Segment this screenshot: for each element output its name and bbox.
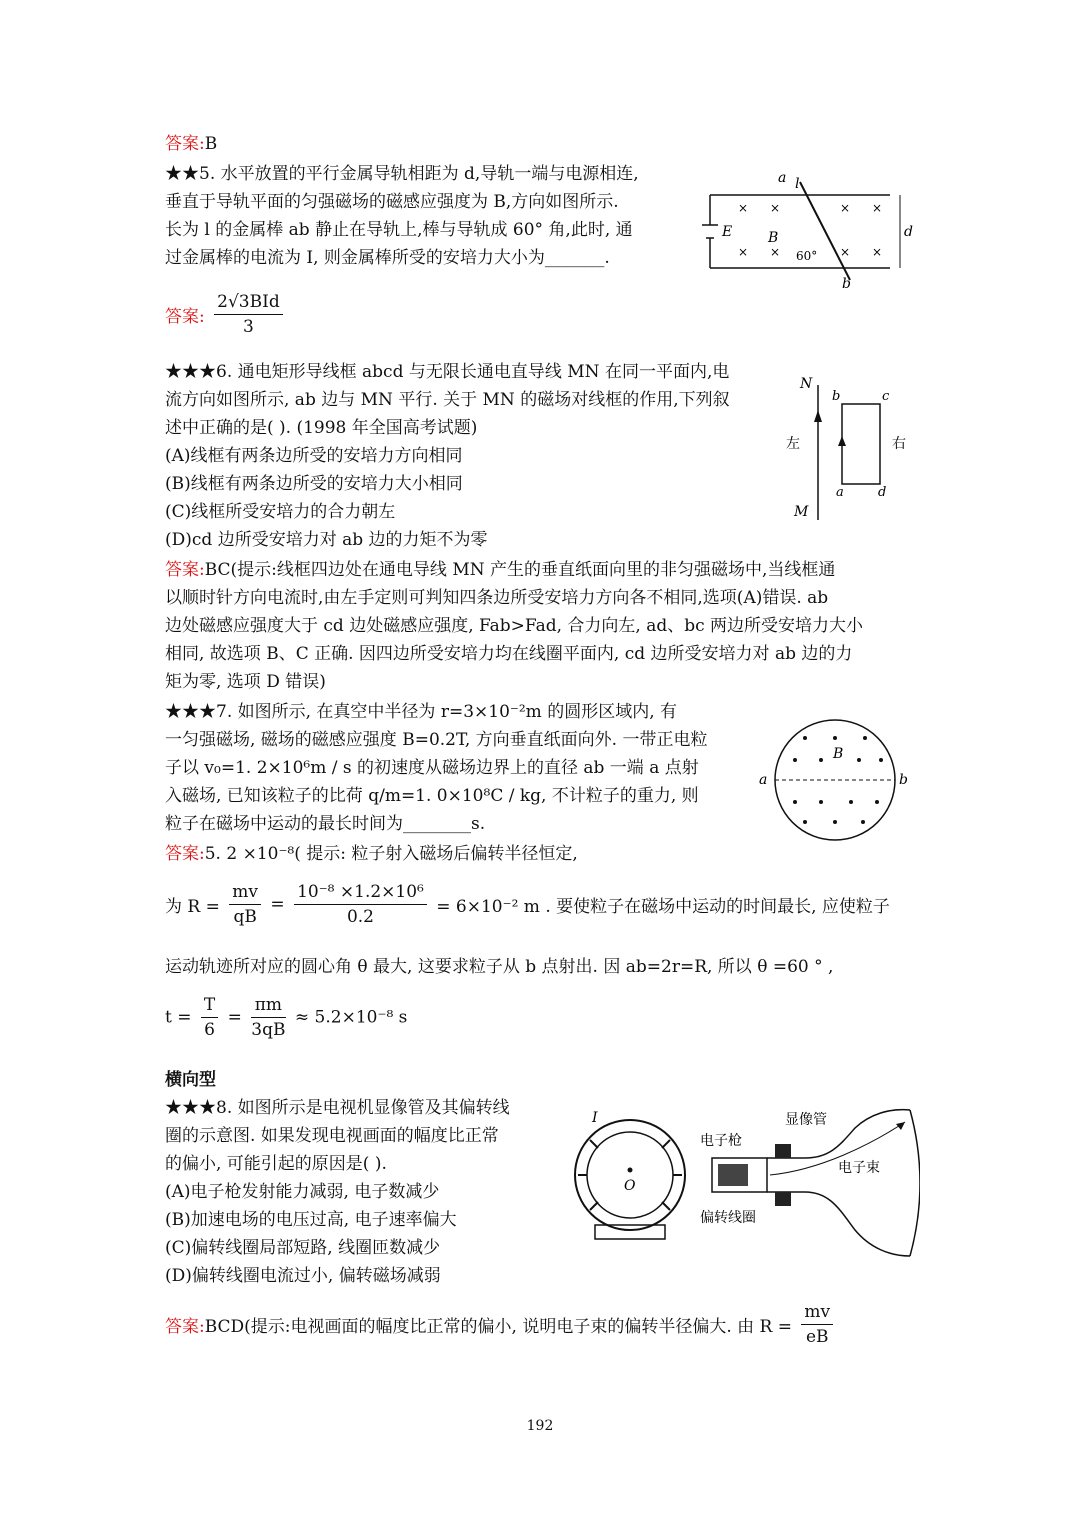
q8-figure — [570, 1100, 920, 1290]
svg-text:×: × — [738, 245, 749, 259]
q4-answer: 答案:B — [165, 134, 218, 154]
q6-option-b: (B)线框有两条边所受的安培力大小相同 — [165, 474, 463, 494]
q8-fig-gun: 电子枪 — [700, 1133, 742, 1149]
q6-line-1: ★★★6. 通电矩形导线框 abcd 与无限长通电直导线 MN 在同一平面内,电 — [165, 362, 730, 382]
section-title: 横向型 — [165, 1070, 216, 1090]
svg-text:×: × — [840, 245, 851, 259]
page-number: 192 — [526, 1418, 554, 1434]
q6-fig-M: M — [794, 504, 809, 520]
svg-text:×: × — [840, 201, 851, 215]
q8-line-1: ★★★8. 如图所示是电视机显像管及其偏转线 — [165, 1098, 510, 1118]
q7-line-theta: 运动轨迹所对应的圆心角 θ 最大, 这要求粒子从 b 点射出. 因 ab=2r=R, 所以 θ =60 ° , — [165, 957, 834, 977]
q6-fig-left: 左 — [786, 436, 800, 452]
q7-fig-b: b — [899, 772, 908, 788]
q8-answer: 答案:BCD(提示:电视画面的幅度比正常的偏小, 说明电子束的偏转半径偏大. 由 R = $\frac{mv}{eB}$ — [165, 1300, 837, 1349]
q6-fig-N: N — [800, 376, 813, 392]
q7-line-3: 子以 v₀=1. 2×10⁶m / s 的初速度从磁场边界上的直径 ab 一端 a 点射 — [165, 758, 699, 778]
q6-line-3: 述中正确的是( ). (1998 年全国高考试题) — [165, 418, 478, 438]
svg-text:×: × — [872, 201, 883, 215]
q5-fig-l: l — [795, 176, 800, 192]
q8-line-3: 的偏小, 可能引起的原因是( ). — [165, 1154, 387, 1174]
q5-line-2: 垂直于导轨平面的匀强磁场的磁感应强度为 B,方向如图所示. — [165, 192, 619, 212]
q7-fig-a: a — [759, 772, 768, 788]
q5-fig-E: E — [722, 224, 733, 240]
q5-answer: 答案: $\frac{\text{2√3BId}}{3}$ — [165, 290, 287, 339]
q6-answer-line-3: 边处磁感应强度大于 cd 边处磁感应强度, Fab>Fad, 合力向左, ad、bc 两边所受安培力大小 — [165, 616, 864, 636]
q8-fig-coil: 偏转线圈 — [700, 1210, 756, 1226]
q5-fig-b: b — [842, 276, 851, 290]
q8-fig-I: I — [592, 1110, 598, 1126]
q6-answer-line-5: 矩为零, 选项 D 错误) — [165, 672, 326, 692]
q7-figure — [755, 712, 915, 852]
q6-option-c: (C)线框所受安培力的合力朝左 — [165, 502, 396, 522]
q7-equation-1: 为 R = $\frac{mv}{qB}$ = $\frac{\text{10⁻⁸ ×1.2×10⁶}}{0.2}$ = 6×10⁻² m . 要使粒子在磁场中运动的时间最长, 应使粒子 — [165, 882, 890, 927]
q7-line-2: 一匀强磁场, 磁场的磁感应强度 B=0.2T, 方向垂直纸面向外. 一带正电粒 — [165, 730, 708, 750]
q7-line-1: ★★★7. 如图所示, 在真空中半径为 r=3×10⁻²m 的圆形区域内, 有 — [165, 702, 678, 722]
svg-text:×: × — [738, 201, 749, 215]
q7-equation-2: t = $\frac{T}{6}$ = $\frac{\pi m}{3qB}$ ≈ 5.2×10⁻⁸ s — [165, 995, 408, 1040]
q6-option-d: (D)cd 边所受安培力对 ab 边的力矩不为零 — [165, 530, 488, 550]
q5-fig-a: a — [778, 170, 787, 186]
q7-answer: 答案:5. 2 ×10⁻⁸( 提示: 粒子射入磁场后偏转半径恒定, — [165, 844, 578, 864]
q6-fig-b: b — [832, 389, 841, 404]
q5-fig-angle: 60° — [796, 249, 818, 263]
q6-answer-line-4: 相同, 故选项 B、C 正确. 因四边所受安培力均在线圈平面内, cd 边所受安培力对 ab 边的力 — [165, 644, 853, 664]
svg-text:×: × — [770, 245, 781, 259]
q5-fig-B: B — [768, 230, 779, 246]
q8-fig-O: O — [624, 1178, 636, 1194]
q6-figure — [780, 370, 920, 530]
q6-line-2: 流方向如图所示, ab 边与 MN 平行. 关于 MN 的磁场对线框的作用,下列叙 — [165, 390, 730, 410]
q5-fig-d: d — [904, 224, 913, 240]
q8-line-2: 圈的示意图. 如果发现电视画面的幅度比正常 — [165, 1126, 499, 1146]
q6-fig-right: 右 — [892, 436, 906, 452]
q7-line-5: 粒子在磁场中运动的最长时间为________s. — [165, 814, 486, 834]
q7-line-4: 入磁场, 已知该粒子的比荷 q/m=1. 0×10⁸C / kg, 不计粒子的重力, 则 — [165, 786, 699, 806]
q5-line-4: 过金属棒的电流为 I, 则金属棒所受的安培力大小为_______. — [165, 248, 610, 268]
q7-fig-B: B — [833, 746, 844, 762]
q5-figure — [700, 170, 920, 290]
svg-text:×: × — [872, 245, 883, 259]
q6-fig-a: a — [836, 485, 844, 500]
q6-fig-c: c — [882, 389, 890, 404]
q5-line-3: 长为 l 的金属棒 ab 静止在导轨上,棒与导轨成 60° 角,此时, 通 — [165, 220, 633, 240]
q6-fig-d: d — [878, 485, 887, 500]
q8-option-a: (A)电子枪发射能力减弱, 电子数减少 — [165, 1182, 440, 1202]
q6-answer-line-2: 以顺时针方向电流时,由左手定则可判知四条边所受安培力方向各不相同,选项(A)错误. ab — [165, 588, 829, 608]
q5-answer-fraction: $\frac{\text{2√3BId}}{3}$ — [214, 290, 283, 339]
q8-option-d: (D)偏转线圈电流过小, 偏转磁场减弱 — [165, 1266, 441, 1286]
q8-option-c: (C)偏转线圈局部短路, 线圈匝数减少 — [165, 1238, 441, 1258]
q8-fig-tube: 显像管 — [785, 1112, 827, 1128]
q8-option-b: (B)加速电场的电压过高, 电子速率偏大 — [165, 1210, 457, 1230]
q8-fig-beam: 电子束 — [838, 1160, 880, 1176]
q6-option-a: (A)线框有两条边所受的安培力方向相同 — [165, 446, 463, 466]
q6-answer: 答案:BC(提示:线框四边处在通电导线 MN 产生的垂直纸面向里的非匀强磁场中,当线框通 — [165, 560, 836, 580]
svg-text:×: × — [770, 201, 781, 215]
q5-line-1: ★★5. 水平放置的平行金属导轨相距为 d,导轨一端与电源相连, — [165, 164, 639, 184]
